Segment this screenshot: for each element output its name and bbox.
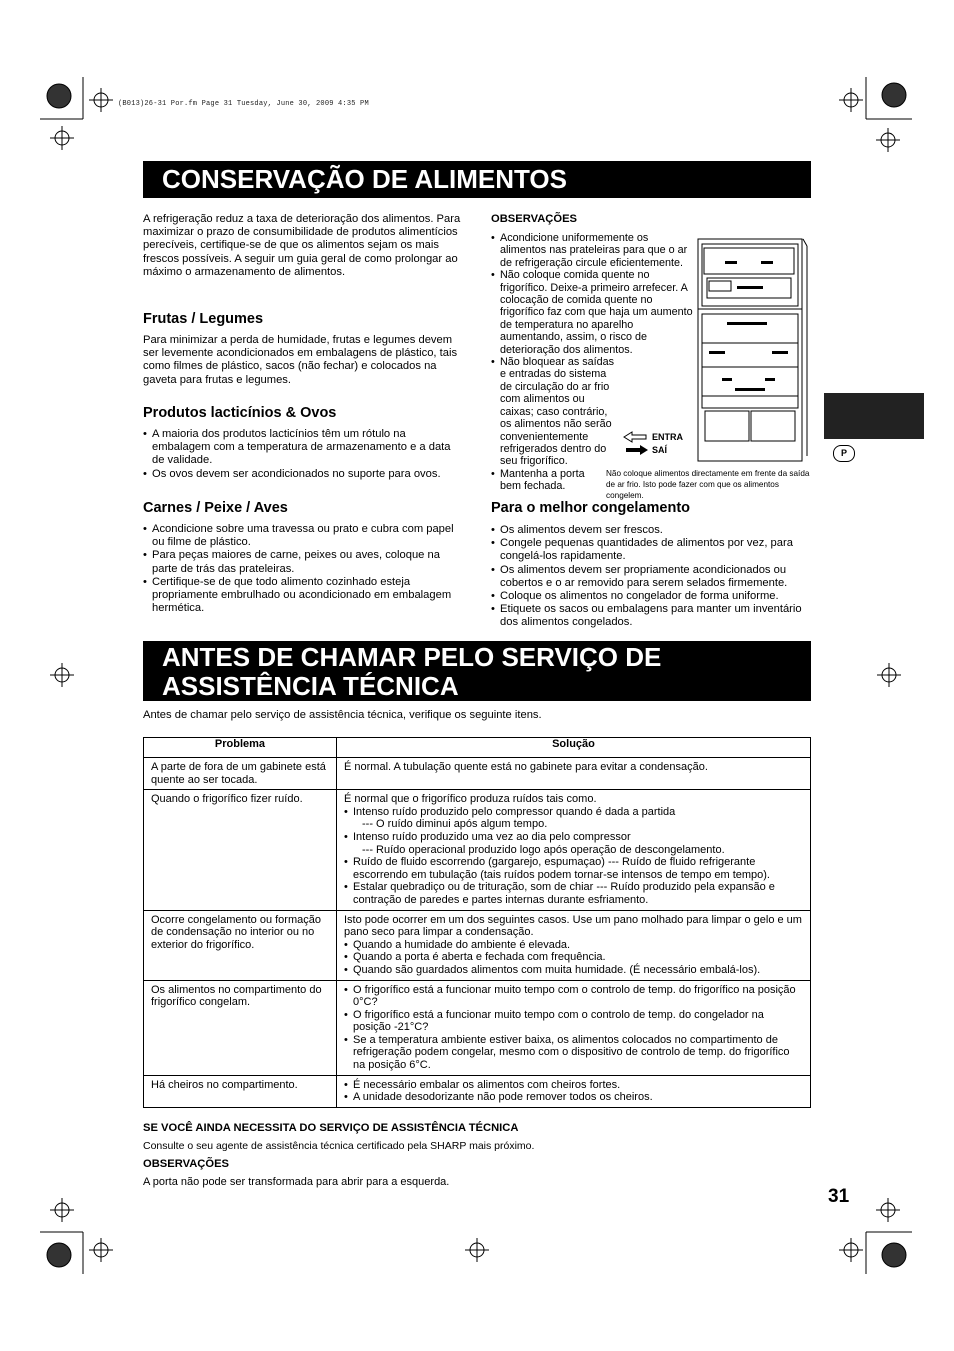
list-item	[344, 1091, 803, 1104]
list-item	[344, 939, 803, 952]
section-title-food-storage: CONSERVAÇÃO DE ALIMENTOS	[143, 161, 811, 198]
list-item: • Acondicione sobre uma travessa ou prato e cubra com papel ou filme de plástico.	[143, 523, 465, 549]
list-item	[344, 856, 803, 881]
service-text: Consulte o seu agente de assistência técnica certificado pela SHARP mais próximo.	[143, 1140, 535, 1152]
notes-heading: OBSERVAÇÕES	[491, 213, 577, 225]
solution-item-text: • É necessário embalar os alimentos com cheiros fortes.	[353, 1078, 621, 1091]
list-item: • Os alimentos devem ser propriamente acondicionados ou cobertos e o ar removido para serem selados firmemente.	[491, 564, 813, 590]
solution-list	[344, 939, 803, 977]
list-item	[344, 881, 803, 906]
list-item: • Congele pequenas quantidades de alimentos por vez, para congelá-los rapidamente.	[491, 537, 813, 563]
list-item: • Etiquete os sacos ou embalagens para manter um inventário dos alimentos congelados.	[491, 603, 813, 629]
dairy-heading: Produtos lacticínios & Ovos	[143, 405, 337, 421]
language-badge: P	[833, 445, 855, 462]
problem-cell: Há cheiros no compartimento.	[144, 1075, 337, 1107]
column-header-problem: Problema	[144, 738, 337, 758]
list-item: • A maioria dos produtos lacticínios têm um rótulo na embalagem com a temperatura de armazenamento e a data de validade.	[143, 428, 465, 468]
list-item	[344, 984, 803, 1009]
list-item	[344, 1079, 803, 1092]
table-row	[144, 1075, 811, 1107]
solution-lead: É normal que o frigorífico produza ruídos tais como.	[344, 793, 597, 806]
table-row	[144, 980, 811, 1075]
section2-intro: Antes de chamar pelo serviço de assistência técnica, verifique os seguinte itens.	[143, 709, 542, 721]
solution-cell	[337, 980, 811, 1075]
solution-item-text: • Quando a humidade do ambiente é elevada.	[353, 938, 571, 951]
solution-cell	[337, 758, 811, 790]
list-item	[344, 1034, 803, 1072]
legend-out: SAÍ	[652, 445, 668, 455]
page-number: 31	[828, 1186, 850, 1207]
section-title-line: ANTES DE CHAMAR PELO SERVIÇO DE	[162, 642, 662, 672]
solution-cell	[337, 790, 811, 910]
final-notes-text: A porta não pode ser transformada para abrir para a esquerda.	[143, 1176, 450, 1188]
solution-list	[344, 984, 803, 1072]
list-item	[344, 964, 803, 977]
freezing-heading: Para o melhor congelamento	[491, 500, 691, 516]
final-notes-heading: OBSERVAÇÕES	[143, 1158, 229, 1170]
solution-item-text: • Se a temperatura ambiente estiver baixa, os alimentos colocados no compartimento de refrigeração podem congelar, mesmo com o dispositivo de controlo de temp. do frigorífico na posição 6°C.	[353, 1033, 790, 1072]
list-item: • Mantenha a porta bem fechada.	[491, 468, 600, 493]
intro-paragraph: A refrigeração reduz a taxa de deterioração dos alimentos. Para maximizar o prazo de consumibilidade de produtos alimentícios perecíveis, certifique-se de que os alimentos sejam os mais frescos possíveis. A seguir um guia geral de como prolongar ao máximo o armazenamento de alimentos.	[143, 213, 461, 278]
section-title-line: ASSISTÊNCIA TÉCNICA	[162, 671, 459, 701]
list-item	[344, 951, 803, 964]
solution-cell	[337, 1075, 811, 1107]
problem-cell: Os alimentos no compartimento do frigorífico congelam.	[144, 980, 337, 1075]
solution-item-detail: --- Ruído operacional produzido logo após operação de descongelamento.	[362, 843, 725, 856]
solution-item-text: • O frigorífico está a funcionar muito tempo com o controlo de temp. do frigorífico na posição 0°C?	[353, 983, 796, 1009]
solution-item-text: • O frigorífico está a funcionar muito tempo com o controlo de temp. do congelador na posição -21°C?	[353, 1008, 764, 1034]
table-row	[144, 910, 811, 980]
file-header: (B013)26-31 Por.fm Page 31 Tuesday, June 30, 2009 4:35 PM	[118, 100, 369, 108]
list-item: • Coloque os alimentos no congelador de forma uniforme.	[491, 590, 813, 603]
meat-heading: Carnes / Peixe / Aves	[143, 500, 288, 516]
freezing-list	[491, 524, 813, 630]
list-item: • Para peças maiores de carne, peixes ou aves, coloque na parte de trás das prateleiras.	[143, 549, 465, 575]
fridge-airflow-illustration	[697, 236, 809, 464]
problem-cell: Quando o frigorífico fizer ruído.	[144, 790, 337, 910]
column-header-solution: Solução	[337, 738, 811, 758]
dairy-list	[143, 428, 465, 481]
solution-item-detail: --- O ruído diminui após algum tempo.	[362, 818, 548, 831]
service-heading: SE VOCÊ AINDA NECESSITA DO SERVIÇO DE ASSISTÊNCIA TÉCNICA	[143, 1122, 519, 1134]
language-tab	[824, 393, 924, 439]
list-item: • Não coloque comida quente no frigorífico. Deixe-a primeiro arrefecer. A colocação de comida quente no frigorífico faz com que haja um aumento de temperatura no aparelho aumentando, assim, o risco de deterioração dos alimentos.	[491, 269, 693, 356]
list-item	[344, 1009, 803, 1034]
problem-cell: A parte de fora de um gabinete está quente ao ser tocada.	[144, 758, 337, 790]
list-item	[344, 831, 803, 856]
solution-item-text: • Quando a porta é aberta e fechada com frequência.	[353, 951, 606, 964]
solution-list	[344, 806, 803, 907]
list-item: • Certifique-se de que todo alimento cozinhado esteja propriamente embrulhado ou acondicionado em embalagem hermética.	[143, 576, 465, 616]
list-item: • Não bloquear as saídas e entradas do sistema de circulação do ar frio com alimentos ou caixas; caso contrário, os alimentos não serão convenientemente refrigerados dentro do seu frigorífico.	[491, 356, 618, 468]
solution-item-text: • A unidade desodorizante não pode remover todos os cheiros.	[353, 1091, 653, 1104]
solution-cell	[337, 910, 811, 980]
fruits-text: Para minimizar a perda de humidade, frutas e legumes devem ser levemente acondicionados em embalagens de plástico, tais como filmes de plástico, sacos (não fechar) e colocados na gaveta para frutas e legumes.	[143, 334, 458, 386]
legend-in: ENTRA	[652, 432, 683, 442]
solution-list	[344, 1079, 803, 1104]
solution-item-text: • Quando são guardados alimentos com muita humidade. (É necessário embalá-los).	[353, 963, 761, 976]
table-row	[144, 758, 811, 790]
section-title-service	[143, 641, 811, 701]
problem-cell: Ocorre congelamento ou formação de condensação no interior ou no exterior do frigorífico.	[144, 910, 337, 980]
list-item: • Os alimentos devem ser frescos.	[491, 524, 813, 537]
figure-caption: Não coloque alimentos directamente em frente da saída de ar frio. Isto pode fazer com que os alimentos congelem.	[606, 469, 810, 500]
troubleshooting-table	[143, 737, 811, 1108]
solution-lead: Isto pode ocorrer em um dos seguintes casos. Use um pano molhado para limpar o gelo e um pano seco para limpar a condensação.	[344, 913, 802, 939]
solution-lead: É normal. A tubulação quente está no gabinete para evitar a condensação.	[344, 761, 708, 773]
list-item: • Os ovos devem ser acondicionados no suporte para ovos.	[143, 468, 465, 481]
table-row	[144, 790, 811, 910]
solution-item-text: • Estalar quebradiço ou de trituração, som de chiar --- Ruído produzido pela expansão e contração de paredes e partes internas durante esfriamento.	[353, 881, 775, 906]
solution-item-text: • Intenso ruído produzido pelo compressor quando é dada a partida	[353, 805, 676, 818]
meat-list	[143, 523, 465, 615]
airflow-legend-arrows	[622, 429, 650, 457]
solution-item-text: • Intenso ruído produzido uma vez ao dia pelo compressor	[353, 830, 631, 843]
list-item: • Acondicione uniformemente os alimentos nas prateleiras para que o ar de refrigeração circule eficientemente.	[491, 232, 693, 269]
list-item	[344, 806, 803, 831]
fruits-heading: Frutas / Legumes	[143, 311, 264, 327]
solution-item-text: • Ruído de fluido escorrendo (gargarejo, espumaçao) --- Ruído de fluido refrigerante escorrendo em tubulação (tais ruídos podem tornar-se intensos de tempo em tempo).	[353, 856, 770, 881]
